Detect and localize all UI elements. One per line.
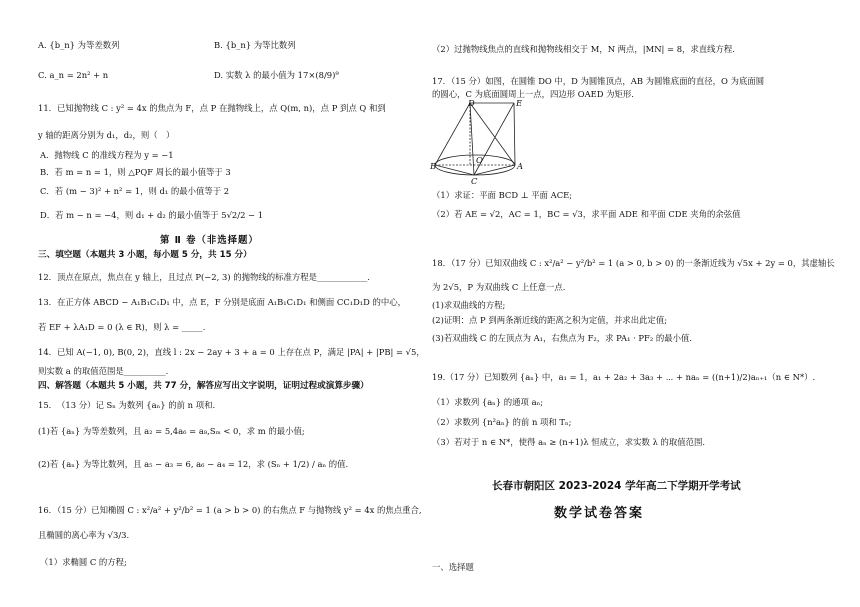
q18-part3: (3)若双曲线 C 的左顶点为 A₁，右焦点为 F₂，求 PA₁ · PF₂ 的最小值. [432, 333, 693, 343]
q11-stem-line2: y 轴的距离分别为 d₁，d₂，则（ ） [38, 130, 175, 140]
right-column [430, 0, 835, 607]
q15-part1: (1)若 {aₙ} 为等差数列，且 a₂ = 5,4a₆ = a₈,Sₘ < 0，求 m 的最小值; [38, 426, 305, 436]
q17-part1: （1）求证：平面 BCD ⊥ 平面 ACE; [432, 190, 573, 200]
q10-option-c: C. a_n = 2n² + n [38, 70, 109, 80]
q12-text: 12．顶点在原点，焦点在 y 轴上，且过点 P(−2, 3) 的抛物线的标准方程是____________. [38, 272, 370, 282]
q16-line2: 且椭圆的离心率为 √3/3. [38, 530, 130, 540]
q19-line1: 19.（17 分）已知数列 {aₙ} 中，a₁ = 1，a₁ + 2a₂ + 3a₃ + ⋯ + naₙ = ((n+1)/2)aₙ₊₁（n ∈ N*）. [432, 372, 816, 382]
section3-title: 三、填空题（本题共 3 小题，每小题 5 分，共 15 分） [38, 250, 252, 260]
q11-option-c: C．若 (m − 3)² + n² = 1，则 d₁ 的最小值等于 2 [40, 186, 230, 196]
cone-figure [432, 98, 524, 184]
q16-part2: （2）过抛物线焦点的直线和抛物线相交于 M，N 两点，|MN| = 8，求直线方程. [432, 44, 735, 54]
q17-line1: 17．（15 分）如图，在圆锥 DO 中，D 为圆锥顶点，AB 为圆锥底面的直径，O 为底面圆 [432, 76, 765, 86]
q18-part1: (1)求双曲线的方程; [432, 300, 506, 310]
section4-title: 四、解答题（本题共 5 小题，共 77 分，解答应写出文字说明，证明过程或演算步骤） [38, 381, 369, 391]
q18-part2: (2)证明：点 P 到两条渐近线的距离之积为定值，并求出此定值; [432, 315, 668, 325]
q11-option-b: B．若 m = n = 1，则 △PQF 周长的最小值等于 3 [40, 167, 231, 177]
answer-section-heading: 一、选择题 [432, 562, 474, 572]
q17-line2: 的圆心，C 为底面圆周上一点，四边形 OAED 为矩形. [432, 89, 634, 99]
answer-subtitle: 数学试卷答案 [554, 506, 645, 521]
q17-part2: （2）若 AE = √2，AC = 1，BC = √3，求平面 ADE 和平面 CDE 夹角的余弦值 [432, 209, 741, 219]
q19-part3: （3）若对于 n ∈ N*，使得 aₙ ≥ (n+1)λ 恒成立，求实数 λ 的取值范围. [432, 437, 706, 447]
q14-line1: 14．已知 A(−1, 0), B(0, 2)，直线 l : 2x − 2ay + 3 + a = 0 上存在点 P，满足 |PA| + |PB| = √5， [38, 347, 425, 357]
fig-label-o: O [476, 155, 483, 165]
q19-part2: （2）求数列 {n²aₙ} 的前 n 项和 Tₙ; [432, 417, 572, 427]
q10-option-d: D. 实数 λ 的最小值为 17×(8/9)⁹ [214, 70, 339, 80]
q16-line1: 16．（15 分）已知椭圆 C : x²/a² + y²/b² = 1 (a > b > 0) 的右焦点 F 与抛物线 y² = 4x 的焦点重合, [38, 505, 422, 515]
left-column [20, 0, 425, 607]
q16-part1: （1）求椭圆 C 的方程; [40, 557, 127, 567]
q10-option-a: A. {b_n} 为等差数列 [38, 40, 120, 50]
q15-line1: 15． （13 分）记 Sₙ 为数列 {aₙ} 的前 n 项和. [38, 400, 216, 410]
q18-line1: 18．（17 分）已知双曲线 C : x²/a² − y²/b² = 1 (a > 0, b > 0) 的一条渐近线为 √5x + 2y = 0，其虚轴长 [432, 258, 835, 268]
q14-line2: 则实数 a 的取值范围是__________. [38, 366, 169, 376]
q15-part2: (2)若 {aₙ} 为等比数列，且 a₅ − a₃ = 6, a₆ − a₄ = 12，求 (Sₙ + 1/2) / aₙ 的值. [38, 459, 349, 469]
q18-line2: 为 2√5，P 为双曲线 C 上任意一点. [432, 282, 566, 292]
fig-label-d: D [468, 98, 475, 108]
fig-label-e: E [516, 98, 523, 108]
q11-stem-line1: 11．已知抛物线 C : y² = 4x 的焦点为 F，点 P 在抛物线上，点 Q(m, n)，点 P 到点 Q 和到 [38, 103, 386, 113]
q11-option-d: D．若 m − n = −4，则 d₁ + d₂ 的最小值等于 5√2/2 − 1 [40, 210, 264, 220]
q19-part1: （1）求数列 {aₙ} 的通项 aₙ; [432, 397, 544, 407]
q13-line2: 若 EF + λA₁D = 0 (λ ∈ R)，则 λ = _____. [38, 322, 206, 332]
fig-label-c: C [471, 176, 478, 186]
q11-option-a: A．抛物线 C 的准线方程为 y = −1 [40, 150, 174, 160]
q10-option-b: B. {b_n} 为等比数列 [214, 40, 296, 50]
fig-label-a: A [517, 161, 524, 171]
answer-title: 长春市朝阳区 2023-2024 学年高二下学期开学考试 [492, 480, 741, 492]
fig-label-b: B [430, 161, 437, 171]
part2-title: 第 Ⅱ 卷（非选择题） [160, 235, 259, 246]
q13-line1: 13．在正方体 ABCD − A₁B₁C₁D₁ 中，点 E，F 分别是底面 A₁B₁C₁D₁ 和侧面 CC₁D₁D 的中心， [38, 297, 407, 307]
